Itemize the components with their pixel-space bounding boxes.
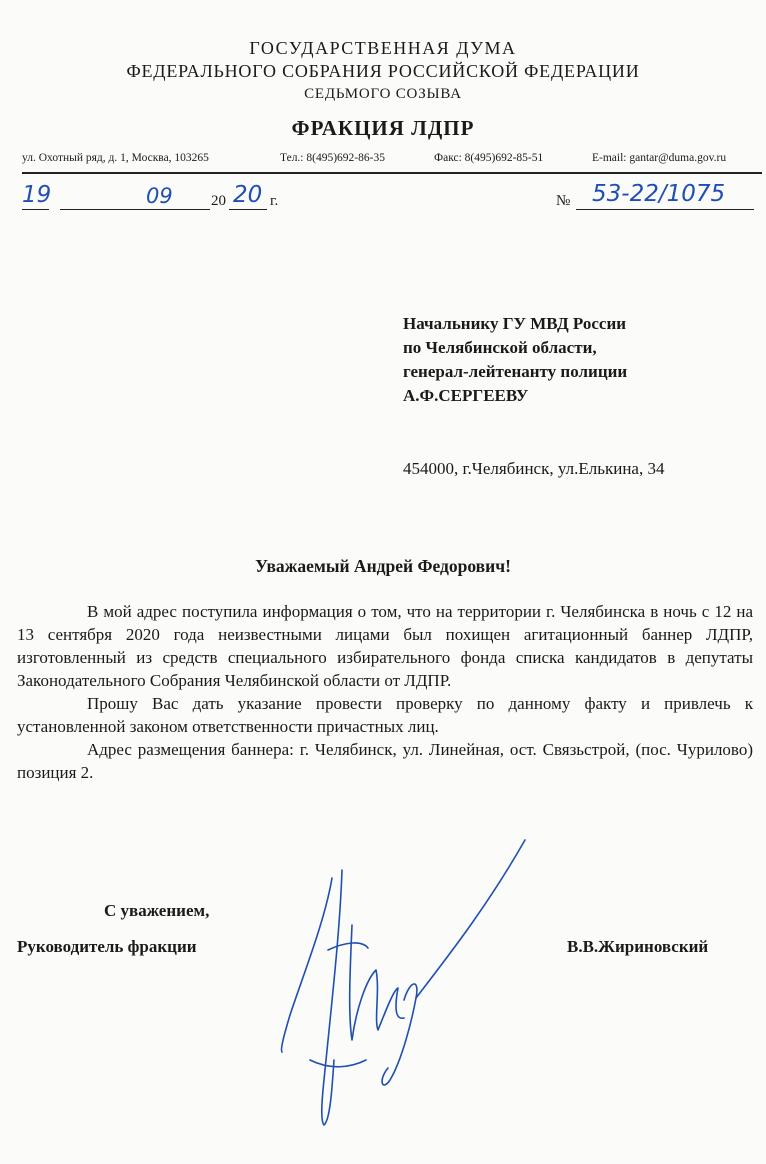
handwritten-signature bbox=[270, 830, 540, 1130]
month-underline bbox=[60, 209, 210, 210]
contact-fax: Факс: 8(495)692-85-51 bbox=[434, 152, 544, 164]
body-paragraph-2: Прошу Вас дать указание провести проверку по данному факту и привлечь к установленной законом ответственности причастных лиц. bbox=[17, 694, 753, 736]
year-unit: г. bbox=[270, 193, 279, 209]
handwritten-day: 19 bbox=[22, 182, 52, 208]
contact-email: E-mail: gantar@duma.gov.ru bbox=[592, 152, 727, 164]
number-underline bbox=[576, 209, 754, 210]
number-sign: № bbox=[556, 193, 571, 209]
handwritten-number: 53-22/1075 bbox=[592, 181, 726, 207]
closing-phrase: С уважением, bbox=[104, 901, 210, 920]
letterhead-faction: ФРАКЦИЯ ЛДПР bbox=[291, 116, 475, 140]
handwritten-month: 09 bbox=[146, 184, 173, 208]
year-prefix: 20 bbox=[211, 193, 226, 209]
body-paragraph-3: Адрес размещения баннера: г. Челябинск, ул. Линейная, ост. Связьстрой, (пос. Чурилово) позиция 2. bbox=[17, 740, 753, 782]
year-underline bbox=[229, 209, 267, 210]
contact-address: ул. Охотный ряд, д. 1, Москва, 103265 bbox=[22, 152, 209, 164]
letterhead-duma: ГОСУДАРСТВЕННАЯ ДУМА bbox=[249, 38, 517, 58]
salutation: Уважаемый Андрей Федорович! bbox=[255, 556, 511, 576]
addressee-line-3: генерал-лейтенанту полиции bbox=[403, 362, 628, 381]
contact-phone: Тел.: 8(495)692-86-35 bbox=[280, 152, 385, 164]
contact-line bbox=[22, 152, 762, 170]
addressee-block bbox=[403, 312, 753, 408]
addressee-line-2: по Челябинской области, bbox=[403, 338, 597, 357]
header-divider bbox=[22, 172, 762, 174]
addressee-postal-address: 454000, г.Челябинск, ул.Елькина, 34 bbox=[403, 459, 665, 478]
handwritten-year: 20 bbox=[233, 182, 263, 208]
letterhead-convocation: СЕДЬМОГО СОЗЫВА bbox=[304, 86, 462, 102]
body-paragraph-1: В мой адрес поступила информация о том, что на территории г. Челябинска в ночь с 12 на 13 сентября 2020 года неизвестными лицами был похищен агитационный баннер ЛДПР, изготовленный из средств специального избирательного фонда списка кандидатов в депутаты Законодательного Собрания Челябинской области от ЛДПР. bbox=[17, 602, 753, 690]
addressee-line-1: Начальнику ГУ МВД России bbox=[403, 314, 627, 333]
addressee-name: А.Ф.СЕРГЕЕВУ bbox=[403, 386, 529, 405]
signer-name: В.В.Жириновский bbox=[567, 937, 709, 956]
signer-position: Руководитель фракции bbox=[17, 937, 197, 956]
letter-body bbox=[17, 600, 753, 784]
registration-row bbox=[0, 182, 766, 222]
day-underline bbox=[22, 209, 49, 210]
letterhead-assembly: ФЕДЕРАЛЬНОГО СОБРАНИЯ РОССИЙСКОЙ ФЕДЕРАЦИИ bbox=[126, 61, 640, 81]
